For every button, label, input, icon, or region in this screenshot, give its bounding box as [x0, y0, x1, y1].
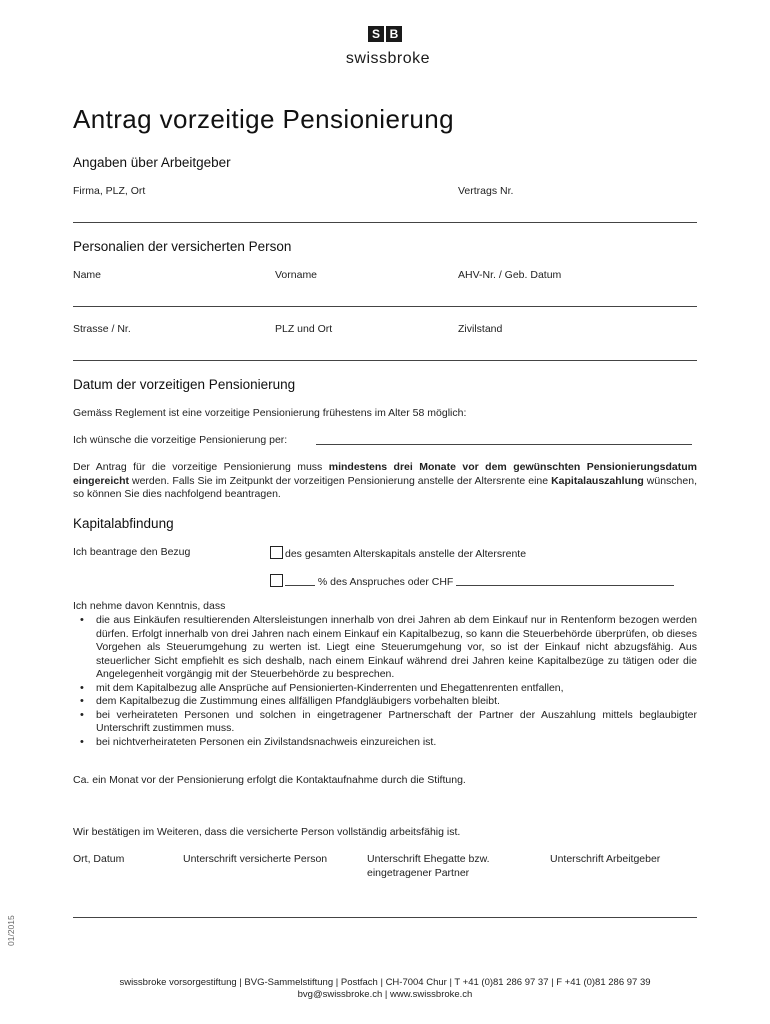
- place-date-label: Ort, Datum: [73, 853, 125, 865]
- logo-name: swissbroke: [345, 50, 431, 67]
- notice-text-1: Der Antrag für die vorzeitige Pensionierung muss: [73, 461, 329, 473]
- civil-status-label: Zivilstand: [458, 323, 503, 335]
- person-heading: Personalien der versicherten Person: [73, 239, 292, 254]
- option-partial-capital: [270, 574, 674, 588]
- capital-heading: Kapitalabfindung: [73, 516, 174, 531]
- option-full-capital: [270, 546, 526, 560]
- firm-label: Firma, PLZ, Ort: [73, 185, 146, 197]
- page-title: Antrag vorzeitige Pensionierung: [73, 104, 454, 134]
- employer-heading: Angaben über Arbeitgeber: [73, 155, 231, 170]
- name-label: Name: [73, 269, 102, 281]
- list-item: • bei nichtverheirateten Personen ein Zivilstandsnachweis einzureichen ist.: [78, 736, 697, 750]
- signature-line[interactable]: [73, 917, 697, 918]
- sig-employer-label: Unterschrift Arbeitgeber: [550, 853, 661, 865]
- notice-bold-2: Kapitalauszahlung: [551, 474, 644, 487]
- full-capital-checkbox[interactable]: [270, 546, 283, 559]
- sig-insured-label: Unterschrift versicherte Person: [183, 853, 328, 865]
- footer-contact: bvg@swissbroke.ch | www.swissbroke.ch: [297, 989, 473, 1000]
- footer-address: swissbroke vorsorgestiftung | BVG-Sammelstiftung | Postfach | CH-7004 Chur | T +41 (0)81 286 97 37 | F +41 (0)81 286 97 39: [119, 977, 651, 988]
- firstname-label: Vorname: [275, 269, 318, 281]
- document-version: 01/2015: [6, 915, 16, 946]
- employer-input-line[interactable]: [73, 222, 697, 223]
- partial-capital-checkbox[interactable]: [270, 574, 283, 587]
- ahv-label: AHV-Nr. / Geb. Datum: [458, 269, 562, 281]
- list-item: • die aus Einkäufen resultierenden Altersleistungen innerhalb von drei Jahren ab dem Einkauf nur in Rentenform bezogen werden dürfen. Erfolgt innerhalb von drei Jahren nach einem Einkauf ein Kapitalbezug, so kann die Steuerbehörde überprüfen, ob dieses Vorgehen als Steuerumgehung zu werten ist. Liegt eine Steuerumgehung vor, so ist der Einkauf nicht abzugsfähig. Aus steuerlicher Sicht empfiehlt es sich deshalb, nach einem Einkauf während drei Jahren keine Kapitalbezüge zu tätigen oder die Angelegenheit vorgängig mit der Steuerbehörde zu besprechen.: [78, 614, 697, 682]
- contract-label: Vertrags Nr.: [458, 185, 514, 197]
- notice-text-2: werden. Falls Sie im Zeitpunkt der vorzeitigen Pensionierung anstelle der Altersrente eine: [129, 474, 552, 487]
- acknowledge-label: Ich nehme davon Kenntnis, dass: [73, 600, 226, 612]
- street-label: Strasse / Nr.: [73, 323, 131, 335]
- list-item: • mit dem Kapitalbezug alle Ansprüche auf Pensionierten-Kinderrenten und Ehegattenrenten entfallen,: [78, 682, 697, 696]
- regulation-text: Gemäss Reglement ist eine vorzeitige Pensionierung frühestens im Alter 58 möglich:: [73, 407, 467, 419]
- request-label: Ich beantrage den Bezug: [73, 546, 191, 558]
- date-input-line[interactable]: [316, 444, 692, 445]
- logo-mark: [368, 26, 402, 42]
- notice-bold-1: mindestens drei Monate vor dem gewünschten Pensionierungsdatum eingereicht: [73, 461, 697, 487]
- date-heading: Datum der vorzeitigen Pensionierung: [73, 377, 296, 392]
- contact-note: Ca. ein Monat vor der Pensionierung erfolgt die Kontaktaufnahme durch die Stiftung.: [73, 774, 466, 786]
- notice-text-3: wünschen, so können Sie dies nachfolgend beantragen.: [73, 474, 697, 500]
- option2-text: % des Anspruches oder CHF: [317, 576, 454, 588]
- logo-letter-b: B: [386, 26, 402, 42]
- option1-text: des gesamten Alterskapitals anstelle der Altersrente: [285, 548, 527, 560]
- notice-paragraph: [73, 461, 697, 502]
- list-item: • dem Kapitalbezug die Zustimmung eines allfälligen Pfandgläubigers vorbehalten bleibt.: [78, 695, 697, 709]
- acknowledge-list: [78, 614, 697, 749]
- list-item: • bei verheirateten Personen und solchen in eingetragener Partnerschaft der Partner der Auszahlung mittels beglaubigter Unterschrift zustimmen muss.: [78, 709, 697, 736]
- percent-input[interactable]: [285, 585, 315, 586]
- address-input-line[interactable]: [73, 360, 697, 361]
- chf-input[interactable]: [456, 585, 674, 586]
- name-input-line[interactable]: [73, 306, 697, 307]
- sig-spouse-label: Unterschrift Ehegatte bzw. eingetragener Partner: [367, 853, 490, 879]
- plz-label: PLZ und Ort: [275, 323, 333, 335]
- logo-letter-s: S: [368, 26, 384, 42]
- wish-label: Ich wünsche die vorzeitige Pensionierung per:: [73, 434, 288, 446]
- confirm-text: Wir bestätigen im Weiteren, dass die versicherte Person vollständig arbeitsfähig ist.: [73, 826, 461, 838]
